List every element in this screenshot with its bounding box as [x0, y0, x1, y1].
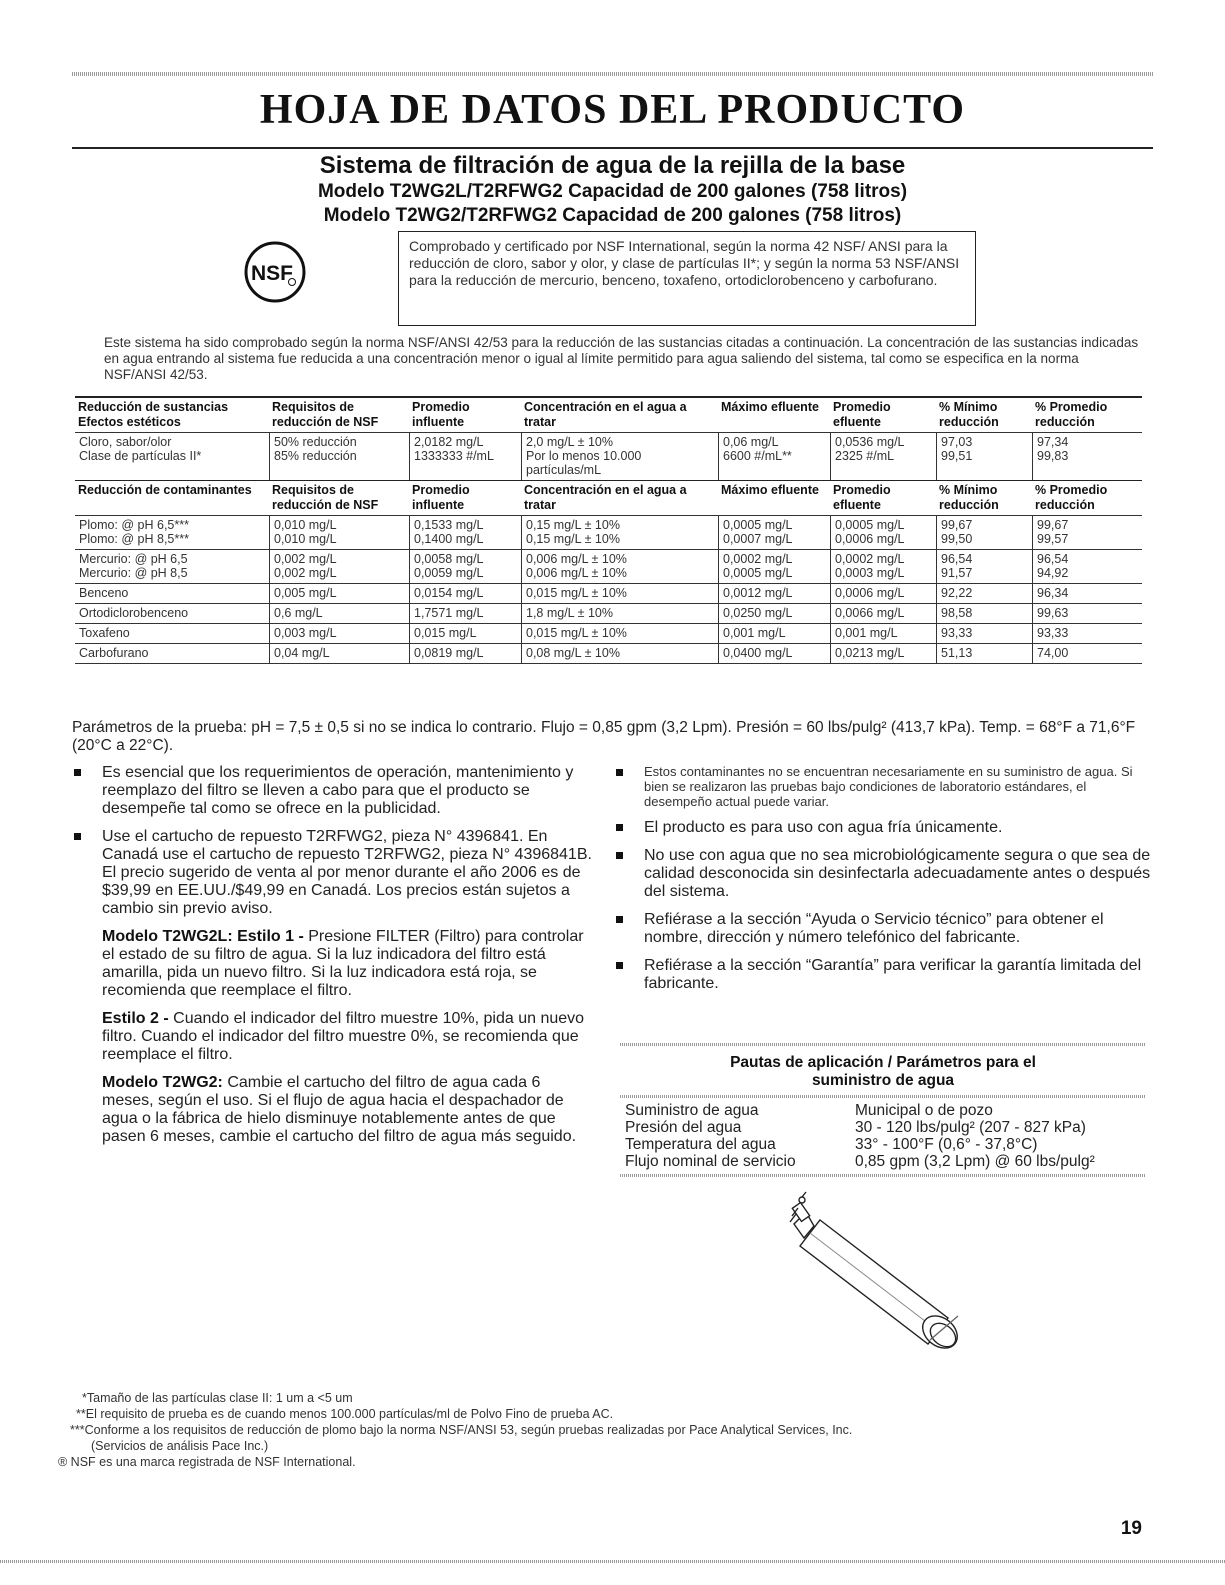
style-1-paragraph: [102, 928, 592, 1000]
bullet-square-icon: [616, 962, 623, 969]
cell-avg-reduction: [1032, 624, 1142, 643]
cell-min-reduction: [936, 550, 1032, 583]
cell-line: 0,0006 mg/L: [835, 586, 905, 600]
cell-line: 0,0058 mg/L: [414, 552, 484, 566]
hatch-rule: [620, 1095, 1146, 1098]
style-2-paragraph: [102, 1010, 592, 1064]
cell-min-reduction: [936, 644, 1032, 663]
right-bullet-4-text: Refiérase a la sección “Ayuda o Servicio técnico” para obtener el nombre, dirección y número telefónico del fabricante.: [644, 911, 1104, 946]
cell-line: 91,57: [941, 566, 973, 580]
style-1-text: Presione FILTER (Filtro) para controlar el estado de su filtro de agua. Si la luz indicadora del filtro está amarilla, pida un nuevo filtro. Si la luz indicadora está roja, se recomienda que reemplace el filtro.: [102, 928, 584, 999]
right-bullet-5-text: Refiérase a la sección “Garantía” para verificar la garantía limitada del fabricante.: [644, 957, 1142, 992]
model-line-1: Modelo T2WG2L/T2RFWG2 Capacidad de 200 galones (758 litros): [317, 181, 908, 202]
cell-line: 85% reducción: [274, 449, 357, 463]
cell-avg-effluent: [830, 516, 936, 549]
cell-line: 0,0213 mg/L: [835, 646, 905, 660]
bottom-hatch-rule: [0, 1560, 1225, 1563]
application-label: Presión del agua: [625, 1119, 742, 1136]
th-avg-reduction: % Promedio reducción: [1035, 483, 1108, 512]
cell-line: partículas/mL: [526, 463, 602, 477]
cell-line: 0,06 mg/L: [723, 435, 779, 449]
cell-line: 0,0005 mg/L: [835, 518, 905, 532]
cell-max-effluent: [718, 644, 830, 663]
hatch-rule: [620, 1043, 1146, 1046]
cell-line: 2,0 mg/L ± 10%: [526, 435, 613, 449]
page-title: HOJA DE DATOS DEL PRODUCTO: [259, 87, 966, 133]
cell-influent: [409, 644, 521, 663]
bullet-square-icon: [616, 824, 623, 831]
cell-line: 2325 #/mL: [835, 449, 895, 463]
cell-line: 0,1533 mg/L: [414, 518, 484, 532]
cell-line: 0,0002 mg/L: [723, 552, 793, 566]
cell-line: Mercurio: @ pH 8,5: [79, 566, 188, 580]
cell-concentration: [521, 584, 718, 603]
cell-line: Carbofurano: [79, 646, 149, 660]
cell-line: 99,50: [941, 532, 973, 546]
cell-influent: [409, 550, 521, 583]
cell-line: 0,0154 mg/L: [414, 586, 484, 600]
cell-line: 0,015 mg/L ± 10%: [526, 626, 627, 640]
cell-requirement: [269, 516, 409, 549]
cell-max-effluent: [718, 550, 830, 583]
application-row: [620, 1119, 1146, 1136]
table-header-aesthetic: [75, 396, 1142, 432]
cell-avg-reduction: [1032, 550, 1142, 583]
cell-requirement: [269, 624, 409, 643]
cell-substance: [75, 584, 269, 603]
cell-substance: [75, 644, 269, 663]
page-number: 19: [1120, 1518, 1142, 1539]
cell-influent: [409, 433, 521, 480]
application-label: Suministro de agua: [625, 1102, 759, 1119]
cell-min-reduction: [936, 584, 1032, 603]
th-requirement: Requisitos de reducción de NSF: [272, 400, 379, 429]
nsf-logo-icon: [243, 240, 307, 304]
cell-line: 0,010 mg/L: [274, 532, 337, 546]
cell-line: 0,0006 mg/L: [835, 532, 905, 546]
cell-line: 97,03: [941, 435, 973, 449]
cell-substance: [75, 516, 269, 549]
table-header-contaminants: [75, 480, 1142, 515]
cell-line: 97,34: [1037, 435, 1069, 449]
bullet-square-icon: [74, 833, 81, 840]
cell-requirement: [269, 584, 409, 603]
cell-influent: [409, 516, 521, 549]
cell-line: 0,010 mg/L: [274, 518, 337, 532]
th-requirement: Requisitos de reducción de NSF: [272, 483, 379, 512]
cell-line: Por lo menos 10.000: [526, 449, 642, 463]
cell-influent: [409, 604, 521, 623]
cell-min-reduction: [936, 604, 1032, 623]
th-concentration: Concentración en el agua a tratar: [524, 400, 687, 429]
th-max-effluent: Máximo efluente: [721, 483, 819, 497]
left-bullet-2-text: Use el cartucho de repuesto T2RFWG2, pieza N° 4396841. En Canadá use el cartucho de repuesto T2RFWG2, pieza N° 4396841B. El precio sugerido de venta al por menor durante el año 2006 es de $39,99 en EE.UU./$49,99 en Canadá. Los precios están sujetos a cambio sin previo aviso.: [102, 828, 592, 917]
application-title-line-1: Pautas de aplicación / Parámetros para el: [730, 1054, 1036, 1071]
cell-line: 0,0536 mg/L: [835, 435, 905, 449]
cell-line: 0,005 mg/L: [274, 586, 337, 600]
cell-line: 51,13: [941, 646, 973, 660]
top-hatch-rule: [72, 72, 1153, 76]
model-2-label: Modelo T2WG2:: [102, 1074, 223, 1091]
cell-line: 0,003 mg/L: [274, 626, 337, 640]
cell-concentration: [521, 604, 718, 623]
cell-max-effluent: [718, 604, 830, 623]
right-column: [614, 764, 1154, 1003]
table-row: [75, 603, 1142, 623]
model-2-paragraph: [102, 1074, 592, 1146]
cell-min-reduction: [936, 624, 1032, 643]
table-row: [75, 583, 1142, 603]
cell-max-effluent: [718, 433, 830, 480]
cell-line: 0,0005 mg/L: [723, 518, 793, 532]
cell-substance: [75, 604, 269, 623]
cell-requirement: [269, 433, 409, 480]
cell-line: Benceno: [79, 586, 129, 600]
application-value: Municipal o de pozo: [855, 1102, 993, 1119]
cell-avg-effluent: [830, 624, 936, 643]
cell-line: 0,0007 mg/L: [723, 532, 793, 546]
cell-max-effluent: [718, 584, 830, 603]
cell-line: 50% reducción: [274, 435, 357, 449]
application-label: Flujo nominal de servicio: [625, 1153, 796, 1170]
cell-avg-reduction: [1032, 604, 1142, 623]
cell-line: 0,08 mg/L ± 10%: [526, 646, 620, 660]
cell-substance: [75, 550, 269, 583]
cell-line: 6600 #/mL**: [723, 449, 792, 463]
cell-line: 0,002 mg/L: [274, 566, 337, 580]
cell-line: 74,00: [1037, 646, 1069, 660]
application-value: 30 - 120 lbs/pulg² (207 - 827 kPa): [855, 1119, 1086, 1136]
cell-line: 93,33: [1037, 626, 1069, 640]
cell-line: 0,0250 mg/L: [723, 606, 793, 620]
cell-avg-reduction: [1032, 644, 1142, 663]
style-2-label: Estilo 2 -: [102, 1010, 169, 1027]
bullet-square-icon: [74, 769, 81, 776]
cell-requirement: [269, 550, 409, 583]
cell-line: 0,0400 mg/L: [723, 646, 793, 660]
cell-max-effluent: [718, 516, 830, 549]
cell-line: 0,04 mg/L: [274, 646, 330, 660]
cell-line: 0,002 mg/L: [274, 552, 337, 566]
right-bullet-2-text: El producto es para uso con agua fría únicamente.: [644, 819, 1003, 836]
table-row: [75, 515, 1142, 549]
cell-substance: [75, 624, 269, 643]
cell-line: Plomo: @ pH 8,5***: [79, 532, 189, 546]
application-value: 33° - 100°F (0,6° - 37,8°C): [855, 1136, 1038, 1153]
th-concentration: Concentración en el agua a tratar: [524, 483, 687, 512]
cell-avg-reduction: [1032, 433, 1142, 480]
cell-concentration: [521, 516, 718, 549]
cell-line: Ortodiclorobenceno: [79, 606, 189, 620]
test-parameters: Parámetros de la prueba: pH = 7,5 ± 0,5 si no se indica lo contrario. Flujo = 0,85 gpm (3,2 Lpm). Presión = 60 lbs/pulg² (413,7 kPa). Temp. = 68°F a 71,6°F (20°C a 22°C).: [72, 719, 1136, 754]
cell-influent: [409, 584, 521, 603]
cell-line: 0,0012 mg/L: [723, 586, 793, 600]
intro-text: Este sistema ha sido comprobado según la norma NSF/ANSI 42/53 para la reducción de las sustancias citadas a continuación. La concentración de las sustancias indicadas en agua entrando al sistema fue reducida a una concentración menor o igual al límite permitido para agua saliendo del sistema, tal como se especifica en la norma NSF/ANSI 42/53.: [104, 335, 1139, 382]
cell-line: 0,001 mg/L: [835, 626, 898, 640]
right-bullet-3-text: No use con agua que no sea microbiológicamente segura o que sea de calidad desconocida sin desinfectarla adecuadamente antes o después del sistema.: [644, 847, 1151, 900]
title-rule: [72, 147, 1153, 149]
cell-line: 0,015 mg/L ± 10%: [526, 586, 627, 600]
cell-line: 0,15 mg/L ± 10%: [526, 518, 620, 532]
cell-line: Plomo: @ pH 6,5***: [79, 518, 189, 532]
footnote: *Tamaño de las partículas clase II: 1 um a <5 um: [82, 1391, 353, 1405]
hatch-rule: [620, 1174, 1146, 1177]
cell-avg-reduction: [1032, 516, 1142, 549]
cell-line: 0,015 mg/L: [414, 626, 477, 640]
footnotes: [58, 1390, 1158, 1470]
water-filter-cartridge-icon: [780, 1190, 1000, 1370]
cell-line: 0,0819 mg/L: [414, 646, 484, 660]
cell-line: 0,1400 mg/L: [414, 532, 484, 546]
cell-line: Clase de partículas II*: [79, 449, 202, 463]
style-1-label: Modelo T2WG2L: Estilo 1 -: [102, 928, 304, 945]
model-line-2: Modelo T2WG2/T2RFWG2 Capacidad de 200 galones (758 litros): [323, 205, 902, 226]
table-row: [75, 432, 1142, 480]
cell-line: 99,51: [941, 449, 973, 463]
footnote: ***Conforme a los requisitos de reducción de plomo bajo la norma NSF/ANSI 53, según pruebas realizadas por Pace Analytical Services, Inc.: [70, 1423, 853, 1437]
cell-line: 0,006 mg/L ± 10%: [526, 566, 627, 580]
right-bullet-2: [614, 819, 1154, 837]
application-row: [620, 1153, 1146, 1170]
cell-line: 99,67: [941, 518, 973, 532]
left-bullet-1: [72, 764, 592, 818]
cell-line: 0,0059 mg/L: [414, 566, 484, 580]
footnote: **El requisito de prueba es de cuando menos 100.000 partículas/ml de Polvo Fino de prueba AC.: [76, 1407, 614, 1421]
cell-concentration: [521, 433, 718, 480]
nsf-logo-text: NSF: [251, 262, 293, 285]
cell-line: 94,92: [1037, 566, 1069, 580]
cell-line: 1333333 #/mL: [414, 449, 494, 463]
footnote: (Servicios de análisis Pace Inc.): [91, 1439, 269, 1453]
cell-avg-effluent: [830, 604, 936, 623]
right-bullet-1-text: Estos contaminantes no se encuentran necesariamente en su suministro de agua. Si bien se realizaron las pruebas bajo condiciones de laboratorio estándares, el desempeño actual puede variar.: [644, 764, 1133, 809]
cell-line: 99,83: [1037, 449, 1069, 463]
left-column: [72, 764, 592, 1156]
right-bullet-1: [614, 764, 1154, 809]
table-row: [75, 549, 1142, 583]
cell-avg-effluent: [830, 433, 936, 480]
th-min-reduction: % Mínimo reducción: [939, 483, 999, 512]
contaminant-rows: [75, 515, 1142, 664]
right-bullet-3: [614, 847, 1154, 901]
cell-line: 0,0066 mg/L: [835, 606, 905, 620]
th-avg-effluent: Promedio efluente: [833, 400, 891, 429]
cell-line: 0,6 mg/L: [274, 606, 323, 620]
cell-avg-effluent: [830, 550, 936, 583]
cell-line: 1,8 mg/L ± 10%: [526, 606, 613, 620]
cell-min-reduction: [936, 433, 1032, 480]
cell-line: 98,58: [941, 606, 973, 620]
cell-max-effluent: [718, 624, 830, 643]
cell-avg-reduction: [1032, 584, 1142, 603]
cell-influent: [409, 624, 521, 643]
cell-line: 92,22: [941, 586, 973, 600]
certification-box: Comprobado y certificado por NSF International, según la norma 42 NSF/ ANSI para la reducción de cloro, sabor y olor, y clase de partículas II*; y según la norma 53 NSF/ANSI para la reducción de mercurio, benceno, toxafeno, ortodiclorobenceno y carbofurano.: [398, 231, 976, 326]
cell-line: 0,0003 mg/L: [835, 566, 905, 580]
th-substance: Reducción de contaminantes: [78, 483, 252, 497]
th-min-reduction: % Mínimo reducción: [939, 400, 999, 429]
cell-line: 99,63: [1037, 606, 1069, 620]
application-label: Temperatura del agua: [625, 1136, 776, 1153]
table-row: [75, 643, 1142, 664]
table-row: [75, 623, 1142, 643]
cell-line: Toxafeno: [79, 626, 130, 640]
cell-avg-effluent: [830, 644, 936, 663]
left-bullet-1-text: Es esencial que los requerimientos de operación, mantenimiento y reemplazo del filtro se lleven a cabo para que el producto se desempeñe tal como se ofrece en la publicidad.: [102, 764, 574, 817]
cell-line: 96,34: [1037, 586, 1069, 600]
right-bullet-4: [614, 911, 1154, 947]
application-title: [620, 1054, 1146, 1090]
bullet-square-icon: [616, 769, 623, 776]
th-max-effluent: Máximo efluente: [721, 400, 819, 414]
cell-concentration: [521, 550, 718, 583]
th-avg-reduction: % Promedio reducción: [1035, 400, 1108, 429]
cell-substance: [75, 433, 269, 480]
cell-avg-effluent: [830, 584, 936, 603]
reduction-table: [75, 396, 1142, 664]
application-row: [620, 1136, 1146, 1153]
cell-line: 99,67: [1037, 518, 1069, 532]
th-influent: Promedio influente: [412, 400, 470, 429]
cell-line: 1,7571 mg/L: [414, 606, 484, 620]
th-substance: Reducción de sustancias Efectos estéticos: [78, 400, 229, 429]
cell-line: 93,33: [941, 626, 973, 640]
cell-line: 0,15 mg/L ± 10%: [526, 532, 620, 546]
cell-line: Mercurio: @ pH 6,5: [79, 552, 188, 566]
application-guidelines: [620, 1043, 1146, 1177]
cell-concentration: [521, 644, 718, 663]
cell-line: 2,0182 mg/L: [414, 435, 484, 449]
cell-requirement: [269, 604, 409, 623]
cell-line: 96,54: [1037, 552, 1069, 566]
style-2-text: Cuando el indicador del filtro muestre 10%, pida un nuevo filtro. Cuando el indicador del filtro muestre 0%, se recomienda que reemplace el filtro.: [102, 1010, 585, 1063]
th-avg-effluent: Promedio efluente: [833, 483, 891, 512]
application-value: 0,85 gpm (3,2 Lpm) @ 60 lbs/pulg²: [855, 1153, 1095, 1170]
cell-requirement: [269, 644, 409, 663]
bullet-square-icon: [616, 916, 623, 923]
cell-line: 0,0002 mg/L: [835, 552, 905, 566]
bullet-square-icon: [616, 852, 623, 859]
cell-line: Cloro, sabor/olor: [79, 435, 172, 449]
right-bullet-5: [614, 957, 1154, 993]
cell-min-reduction: [936, 516, 1032, 549]
cell-line: 96,54: [941, 552, 973, 566]
footnote: ® NSF es una marca registrada de NSF International.: [58, 1455, 356, 1469]
cell-line: 0,006 mg/L ± 10%: [526, 552, 627, 566]
subtitle: Sistema de filtración de agua de la rejilla de la base: [319, 152, 906, 179]
application-row: [620, 1102, 1146, 1119]
cell-line: 0,001 mg/L: [723, 626, 786, 640]
application-title-line-2: suministro de agua: [811, 1072, 955, 1089]
aesthetic-rows: [75, 432, 1142, 480]
cell-concentration: [521, 624, 718, 643]
cell-line: 0,0005 mg/L: [723, 566, 793, 580]
left-bullet-2: [72, 828, 592, 918]
cell-line: 99,57: [1037, 532, 1069, 546]
th-influent: Promedio influente: [412, 483, 470, 512]
model-2-text: Cambie el cartucho del filtro de agua cada 6 meses, según el uso. Si el flujo de agua hacia el despachador de agua o la fábrica de hielo disminuye notablemente antes de que pasen 6 meses, cambie el cartucho del filtro de agua más seguido.: [102, 1074, 577, 1145]
